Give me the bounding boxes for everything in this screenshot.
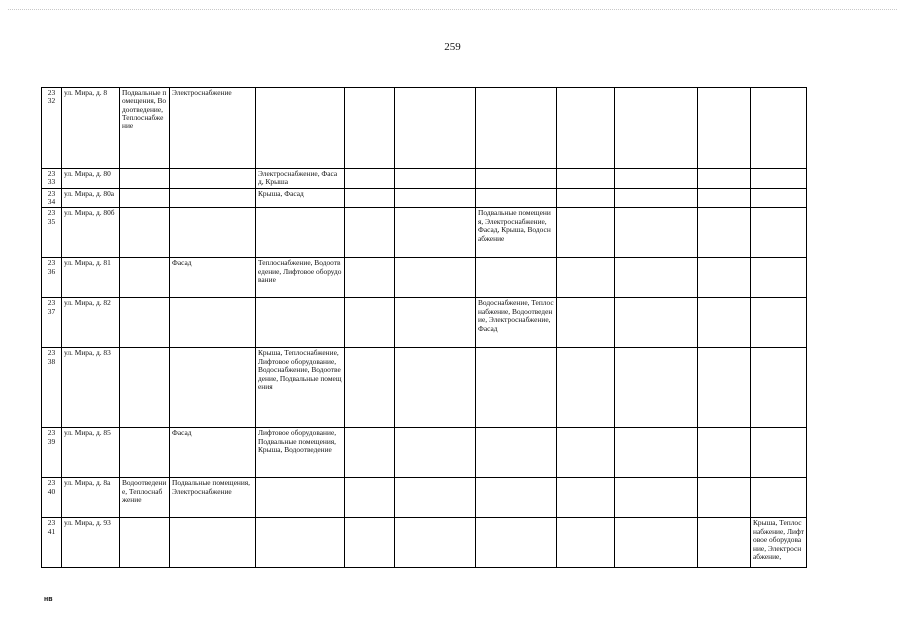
work-cell-3 (256, 88, 345, 169)
work-cell-9 (698, 298, 751, 348)
table-row (42, 518, 807, 568)
work-cell-9 (698, 169, 751, 189)
row-number-cell (42, 208, 62, 258)
work-cell-10 (751, 208, 807, 258)
table-row (42, 169, 807, 189)
row-number-prefix: 23 (47, 208, 56, 218)
work-cell-7 (557, 188, 615, 208)
work-cell-1 (120, 348, 170, 428)
work-cell-10 (751, 169, 807, 189)
work-cell-9 (698, 88, 751, 169)
work-cell-8 (615, 518, 698, 568)
work-cell-4 (345, 88, 395, 169)
work-cell-7 (557, 208, 615, 258)
work-cell-2: Электроснабжение (170, 88, 256, 169)
work-cell-1 (120, 428, 170, 478)
work-cell-5 (395, 88, 476, 169)
address-cell: ул. Мира, д. 85 (62, 428, 120, 478)
work-cell-8 (615, 88, 698, 169)
work-cell-5 (395, 258, 476, 298)
work-cell-3 (256, 478, 345, 518)
table-row (42, 478, 807, 518)
address-cell: ул. Мира, д. 80а (62, 188, 120, 208)
page-number: 259 (444, 41, 461, 53)
row-number-cell (42, 258, 62, 298)
work-cell-3 (256, 208, 345, 258)
work-cell-5 (395, 298, 476, 348)
work-cell-10 (751, 348, 807, 428)
work-cell-9 (698, 348, 751, 428)
work-cell-7 (557, 428, 615, 478)
table-row (42, 88, 807, 169)
row-number-cell (42, 188, 62, 208)
work-cell-1 (120, 188, 170, 208)
work-cell-7 (557, 298, 615, 348)
work-cell-5 (395, 208, 476, 258)
work-cell-6: Подвальные помещения, Электроснабжение, Фасад, Крыша, Водоснабжение (476, 208, 557, 258)
work-cell-8 (615, 478, 698, 518)
table-row (42, 348, 807, 428)
work-cell-4 (345, 428, 395, 478)
work-cell-10 (751, 478, 807, 518)
work-cell-10 (751, 258, 807, 298)
work-cell-5 (395, 188, 476, 208)
work-cell-1 (120, 208, 170, 258)
table-row (42, 258, 807, 298)
footer-mark: нв (44, 596, 53, 603)
work-cell-1 (120, 258, 170, 298)
work-cell-9 (698, 258, 751, 298)
work-cell-10 (751, 88, 807, 169)
work-cell-6 (476, 88, 557, 169)
address-cell: ул. Мира, д. 82 (62, 298, 120, 348)
work-cell-6 (476, 518, 557, 568)
row-number-prefix: 23 (47, 188, 56, 198)
row-number-prefix: 23 (47, 258, 56, 268)
work-cell-2 (170, 348, 256, 428)
work-cell-7 (557, 169, 615, 189)
work-cell-6 (476, 188, 557, 208)
row-number-suffix: 34 (47, 197, 56, 207)
work-cell-4 (345, 208, 395, 258)
work-cell-2: Подвальные помещения, Электроснабжение (170, 478, 256, 518)
row-number-suffix: 39 (47, 436, 56, 446)
work-cell-10 (751, 188, 807, 208)
work-cell-7 (557, 518, 615, 568)
row-number-suffix: 32 (47, 96, 56, 106)
work-cell-4 (345, 348, 395, 428)
work-cell-1: Подвальные помещения, Водоотведение, Теплоснабжение (120, 88, 170, 169)
work-cell-8 (615, 258, 698, 298)
row-number-suffix: 33 (47, 177, 56, 187)
row-number-prefix: 23 (47, 169, 56, 178)
table-row (42, 188, 807, 208)
work-cell-2 (170, 208, 256, 258)
work-cell-8 (615, 188, 698, 208)
work-cell-7 (557, 348, 615, 428)
work-cell-4 (345, 188, 395, 208)
work-cell-2: Фасад (170, 258, 256, 298)
work-cell-9 (698, 188, 751, 208)
row-number-suffix: 40 (47, 486, 56, 496)
work-cell-3: Крыша, Фасад (256, 188, 345, 208)
row-number-cell (42, 348, 62, 428)
row-number-cell (42, 298, 62, 348)
row-number-cell (42, 478, 62, 518)
work-cell-3: Крыша, Теплоснабжение, Лифтовое оборудование, Водоснабжение, Водоотведение, Подвальные помещения (256, 348, 345, 428)
work-cell-3 (256, 298, 345, 348)
work-cell-3: Лифтовое оборудование, Подвальные помещения, Крыша, Водоотведение (256, 428, 345, 478)
address-cell: ул. Мира, д. 8а (62, 478, 120, 518)
work-cell-2: Фасад (170, 428, 256, 478)
work-cell-4 (345, 298, 395, 348)
row-number-cell (42, 169, 62, 189)
work-cell-6 (476, 169, 557, 189)
work-cell-8 (615, 298, 698, 348)
address-cell: ул. Мира, д. 93 (62, 518, 120, 568)
work-cell-7 (557, 258, 615, 298)
work-cell-10 (751, 298, 807, 348)
repair-schedule-table (41, 87, 807, 568)
work-cell-7 (557, 88, 615, 169)
work-cell-9 (698, 518, 751, 568)
table-row (42, 428, 807, 478)
row-number-prefix: 23 (47, 428, 56, 438)
work-cell-10: Крыша, Теплоснабжение, Лифтовое оборудование, Электроснабжение, (751, 518, 807, 568)
table-row (42, 208, 807, 258)
table-row (42, 298, 807, 348)
row-number-prefix: 23 (47, 518, 56, 528)
row-number-prefix: 23 (47, 478, 56, 488)
work-cell-8 (615, 428, 698, 478)
work-cell-3: Теплоснабжение, Водоотведение, Лифтовое оборудование (256, 258, 345, 298)
row-number-suffix: 35 (47, 216, 56, 226)
address-cell: ул. Мира, д. 80 (62, 169, 120, 189)
row-number-cell (42, 518, 62, 568)
row-number-cell (42, 88, 62, 169)
work-cell-9 (698, 478, 751, 518)
work-cell-9 (698, 208, 751, 258)
row-number-suffix: 41 (47, 526, 56, 536)
work-cell-1 (120, 298, 170, 348)
row-number-prefix: 23 (47, 348, 56, 358)
work-cell-9 (698, 428, 751, 478)
work-cell-2 (170, 188, 256, 208)
work-cell-6 (476, 428, 557, 478)
work-cell-6 (476, 258, 557, 298)
work-cell-3: Электроснабжение, Фасад, Крыша (256, 169, 345, 189)
work-cell-6 (476, 478, 557, 518)
work-cell-4 (345, 518, 395, 568)
row-number-prefix: 23 (47, 88, 56, 97)
work-cell-1: Водоотведение, Теплоснабжение (120, 478, 170, 518)
work-cell-5 (395, 478, 476, 518)
work-cell-7 (557, 478, 615, 518)
row-number-prefix: 23 (47, 298, 56, 308)
row-number-suffix: 38 (47, 356, 56, 366)
work-cell-6 (476, 348, 557, 428)
work-cell-5 (395, 348, 476, 428)
work-cell-8 (615, 208, 698, 258)
work-cell-5 (395, 518, 476, 568)
row-number-suffix: 37 (47, 306, 56, 316)
work-cell-1 (120, 518, 170, 568)
work-cell-4 (345, 258, 395, 298)
address-cell: ул. Мира, д. 80б (62, 208, 120, 258)
work-cell-6: Водоснабжение, Теплоснабжение, Водоотведение, Электроснабжение, Фасад (476, 298, 557, 348)
row-number-cell (42, 428, 62, 478)
work-cell-3 (256, 518, 345, 568)
work-cell-4 (345, 478, 395, 518)
work-cell-10 (751, 428, 807, 478)
address-cell: ул. Мира, д. 8 (62, 88, 120, 169)
address-cell: ул. Мира, д. 83 (62, 348, 120, 428)
row-number-suffix: 36 (47, 266, 56, 276)
work-cell-5 (395, 428, 476, 478)
work-cell-8 (615, 169, 698, 189)
work-cell-8 (615, 348, 698, 428)
work-cell-4 (345, 169, 395, 189)
work-cell-1 (120, 169, 170, 189)
work-cell-2 (170, 169, 256, 189)
work-cell-2 (170, 298, 256, 348)
scan-artifact-line (8, 9, 897, 10)
address-cell: ул. Мира, д. 81 (62, 258, 120, 298)
work-cell-2 (170, 518, 256, 568)
table-body (42, 88, 807, 568)
work-cell-5 (395, 169, 476, 189)
